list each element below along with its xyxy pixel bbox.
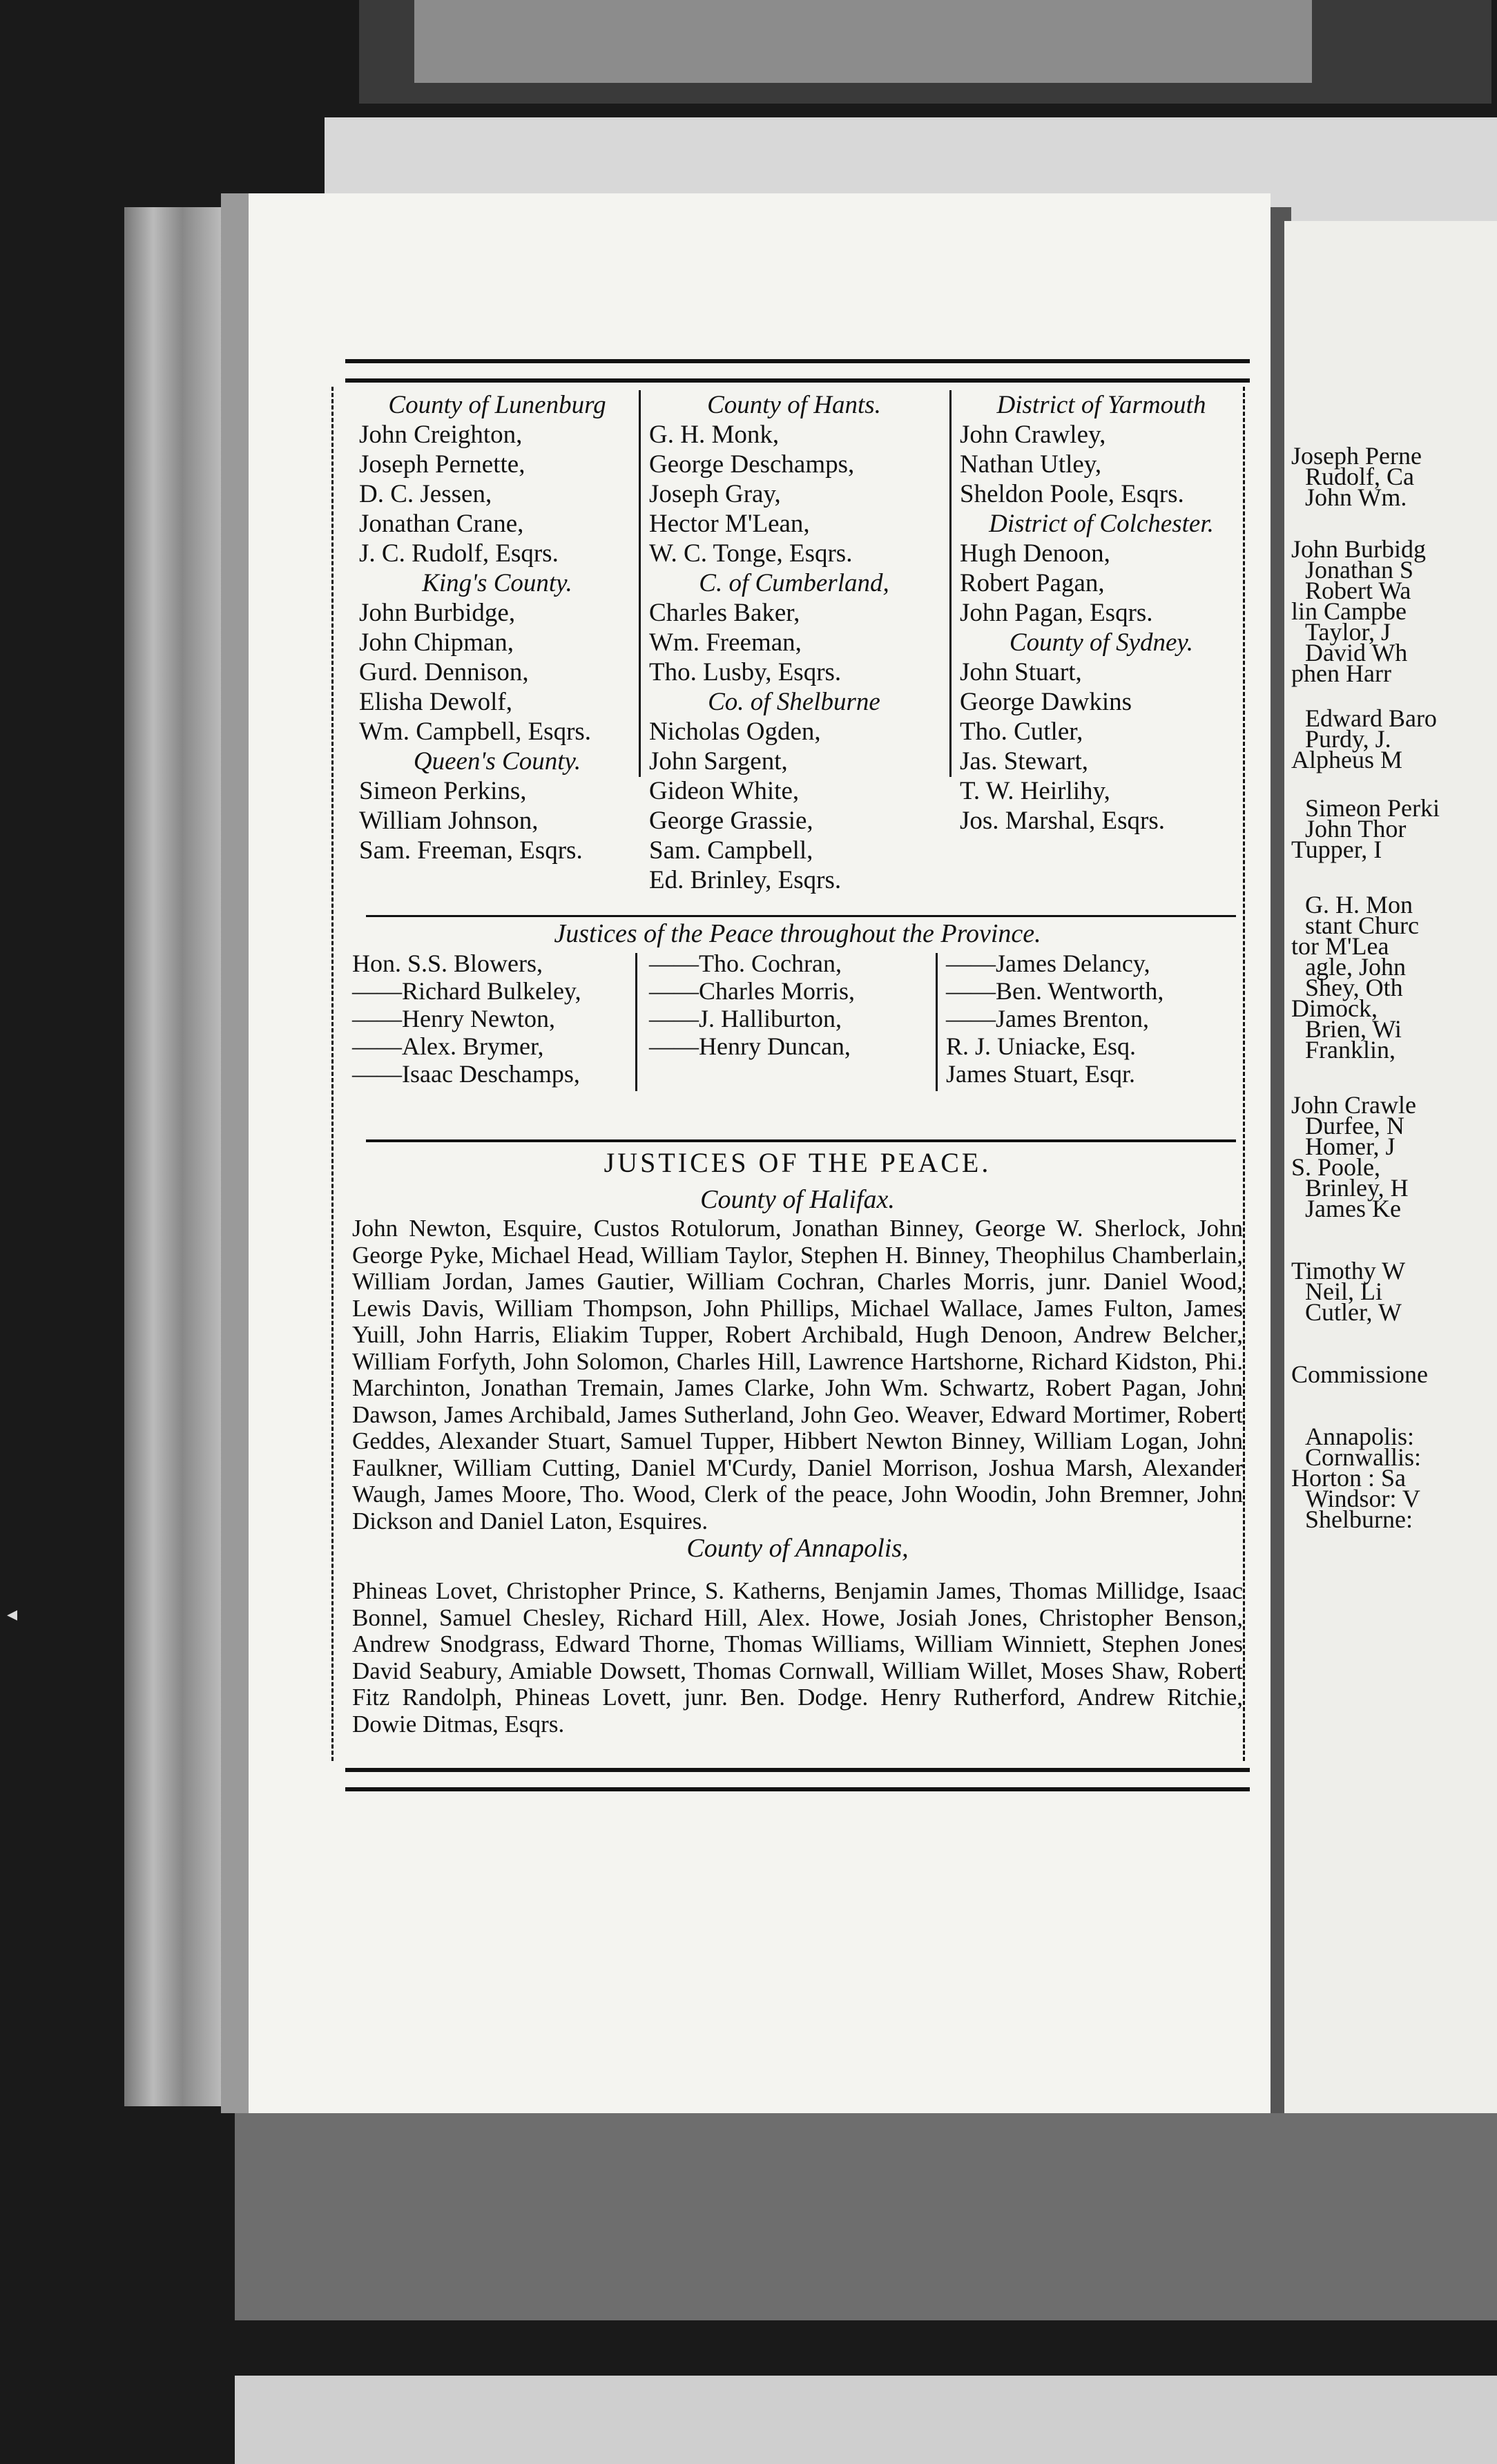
right-page-line: Simeon Perki: [1305, 794, 1440, 822]
right-page-line: Durfee, N: [1305, 1112, 1404, 1139]
right-page-line: lin Campbe: [1291, 597, 1407, 625]
bottom-ornament-border: [345, 1768, 1250, 1791]
name-entry: D. C. Jessen,: [359, 480, 492, 508]
right-page-line: G. H. Mon: [1305, 891, 1413, 918]
right-page-line: Shey, Oth: [1305, 974, 1403, 1001]
name-entry: G. H. Monk,: [649, 421, 780, 449]
next-frame: [235, 2376, 1497, 2464]
name-entry: Hector M'Lean,: [649, 510, 810, 538]
name-entry: Jas. Stewart,: [960, 747, 1088, 776]
name-entry: John Chipman,: [359, 628, 514, 657]
heading-shelburne: Co. of Shelburne: [708, 688, 880, 716]
heading-kings-county: King's County.: [422, 569, 572, 597]
province-justices-col1: [352, 950, 581, 1088]
kings-county-list: [359, 598, 635, 747]
right-page-line: tor M'Lea: [1291, 932, 1389, 960]
name-entry: Jonathan Crane,: [359, 510, 524, 538]
colchester-list: [960, 539, 1243, 628]
right-page-line: Jonathan S: [1305, 556, 1413, 584]
name-entry: Sheldon Poole, Esqrs.: [960, 480, 1184, 508]
name-entry: Joseph Pernette,: [359, 450, 525, 479]
province-justices-col2: [649, 950, 855, 1060]
name-entry: Hon. S.S. Blowers,: [352, 950, 543, 977]
name-entry: ——Tho. Cochran,: [649, 950, 842, 977]
right-page-line: John Thor: [1305, 815, 1407, 843]
name-entry: James Stuart, Esqr.: [946, 1060, 1135, 1088]
sydney-list: [960, 657, 1243, 836]
right-page-line: Cornwallis:: [1305, 1443, 1421, 1471]
name-entry: Tho. Cutler,: [960, 718, 1083, 746]
heading-halifax: County of Halifax.: [700, 1185, 895, 1214]
name-entry: Hugh Denoon,: [960, 539, 1110, 568]
hants-column: [649, 390, 939, 895]
name-entry: Joseph Gray,: [649, 480, 781, 508]
heading-sydney: County of Sydney.: [1009, 628, 1194, 657]
shelburne-list: [649, 717, 939, 895]
right-page-line: Brinley, H: [1305, 1174, 1409, 1202]
hants-list: [649, 420, 939, 568]
name-entry: Robert Pagan,: [960, 569, 1105, 597]
page-edges: [124, 207, 221, 2106]
right-page-line: David Wh: [1305, 639, 1408, 666]
right-page-line: phen Harr: [1291, 660, 1391, 687]
right-page-line: Annapolis:: [1305, 1423, 1414, 1450]
column-divider: [639, 390, 641, 777]
name-entry: R. J. Uniacke, Esq.: [946, 1032, 1136, 1060]
name-entry: George Grassie,: [649, 807, 813, 835]
name-entry: ——Ben. Wentworth,: [946, 977, 1164, 1005]
name-entry: T. W. Heirlihy,: [960, 777, 1110, 805]
cumberland-list: [649, 598, 939, 687]
name-entry: Gurd. Dennison,: [359, 658, 529, 686]
heading-cumberland: C. of Cumberland,: [699, 569, 889, 597]
name-entry: William Johnson,: [359, 807, 539, 835]
queens-county-list: [359, 776, 635, 865]
name-entry: John Sargent,: [649, 747, 788, 776]
section-rule: [366, 1139, 1236, 1142]
name-entry: ——Charles Morris,: [649, 977, 855, 1005]
right-page-line: Brien, Wi: [1305, 1015, 1402, 1043]
previous-frame: [414, 0, 1312, 83]
justices-title: JUSTICES OF THE PEACE.: [603, 1147, 992, 1178]
film-mark: ◂: [7, 1603, 18, 1626]
name-entry: John Stuart,: [960, 658, 1082, 686]
column-divider: [949, 390, 952, 777]
name-entry: Elisha Dewolf,: [359, 688, 512, 716]
name-entry: Jos. Marshal, Esqrs.: [960, 807, 1166, 835]
heading-queens-county: Queen's County.: [413, 747, 581, 776]
right-page-line: John Burbidg: [1291, 535, 1427, 563]
right-page-line: John Wm.: [1305, 483, 1407, 511]
section-rule: [366, 915, 1236, 917]
name-entry: John Crawley,: [960, 421, 1106, 449]
right-page-line: Robert Wa: [1305, 577, 1411, 604]
right-page-line: John Crawle: [1291, 1091, 1416, 1119]
right-page-line: Cutler, W: [1305, 1298, 1402, 1326]
right-page: [1284, 221, 1497, 2113]
right-page-line: Joseph Perne: [1291, 442, 1422, 470]
right-page-line: Franklin,: [1305, 1036, 1395, 1063]
heading-yarmouth: District of Yarmouth: [996, 391, 1206, 419]
right-page-line: agle, John: [1305, 953, 1406, 981]
right-page-line: stant Churc: [1305, 912, 1419, 939]
name-entry: ——Alex. Brymer,: [352, 1032, 544, 1060]
heading-lunenburg: County of Lunenburg: [388, 391, 606, 419]
yarmouth-list: [960, 420, 1243, 509]
name-entry: W. C. Tonge, Esqrs.: [649, 539, 853, 568]
top-ornament-border: [345, 359, 1250, 383]
heading-hants: County of Hants.: [707, 391, 881, 419]
name-entry: George Deschamps,: [649, 450, 855, 479]
right-page-line: Windsor: V: [1305, 1485, 1420, 1512]
right-page-line: S. Poole,: [1291, 1153, 1381, 1181]
right-page-line: Horton : Sa: [1291, 1464, 1406, 1492]
right-page-line: Neil, Li: [1305, 1278, 1382, 1305]
name-entry: John Pagan, Esqrs.: [960, 599, 1153, 627]
lunenburg-list: [359, 420, 635, 568]
name-entry: Tho. Lusby, Esqrs.: [649, 658, 842, 686]
lunenburg-column: [359, 390, 635, 865]
name-entry: Wm. Freeman,: [649, 628, 802, 657]
right-page-line: Rudolf, Ca: [1305, 463, 1414, 490]
name-entry: ——Henry Newton,: [352, 1005, 555, 1032]
name-entry: Gideon White,: [649, 777, 800, 805]
name-entry: Ed. Brinley, Esqrs.: [649, 866, 842, 894]
halifax-justices-text: John Newton, Esquire, Custos Rotulorum, Jonathan Binney, George W. Sherlock, John George Pyke, Michael Head, William Taylor, Stephen H. Binney, Theophilus Chamberlain, William Jordan, James Gautier, William Cochran, Charles Morris, junr. Daniel Wood, Lewis Davis, William Thompson, John Phillips, Michael Wallace, James Fulton, James Yuill, John Harris, Eliakim Tupper, Robert Archibald, Hugh Denoon, Andrew Belcher, William Forfyth, John Solomon, Charles Hill, Lawrence Hartshorne, Richard Kidston, Phi. Marchinton, Jonathan Tremain, James Clarke, John Wm. Schwartz, Robert Pagan, John Dawson, James Archibald, James Sutherland, John Geo. Weaver, Edward Mortimer, Robert Geddes, Alexander Stuart, Samuel Tupper, Hibbert Newton Binney, William Logan, John Faulkner, William Cutting, Daniel M'Curdy, Daniel Morrison, Joshua Marsh, Alexander Waugh, James Moore, Tho. Wood, Clerk of the peace, John Woodin, John Bremner, John Dickson and Daniel Laton, Esquires.: [352, 1215, 1243, 1534]
right-page-line: James Ke: [1305, 1195, 1401, 1222]
right-page-line: Purdy, J.: [1305, 725, 1391, 753]
right-page-line: Dimock,: [1291, 994, 1378, 1022]
left-ornament-border: [331, 387, 345, 1761]
name-entry: ——J. Halliburton,: [649, 1005, 842, 1032]
name-entry: Sam. Freeman, Esqrs.: [359, 836, 583, 865]
right-page-line: Tupper, I: [1291, 836, 1382, 863]
name-entry: ——Isaac Deschamps,: [352, 1060, 580, 1088]
right-page-line: Edward Baro: [1305, 704, 1437, 732]
right-page-line: Shelburne:: [1305, 1505, 1413, 1533]
name-entry: Wm. Campbell, Esqrs.: [359, 718, 592, 746]
name-entry: George Dawkins: [960, 688, 1132, 716]
name-entry: ——James Brenton,: [946, 1005, 1149, 1032]
right-page-line: Commissione: [1291, 1360, 1429, 1388]
yarmouth-column: [960, 390, 1243, 836]
heading-colchester: District of Colchester.: [989, 510, 1214, 538]
column-divider: [635, 953, 637, 1091]
name-entry: Charles Baker,: [649, 599, 800, 627]
page-content: [345, 359, 1250, 1796]
film-strip-bottom: [235, 2113, 1497, 2320]
right-page-line: Homer, J: [1305, 1133, 1395, 1160]
name-entry: John Burbidge,: [359, 599, 516, 627]
name-entry: Sam. Campbell,: [649, 836, 813, 865]
name-entry: Nathan Utley,: [960, 450, 1102, 479]
province-justices-title: Justices of the Peace throughout the Province.: [554, 919, 1041, 948]
name-entry: Simeon Perkins,: [359, 777, 527, 805]
name-entry: ——James Delancy,: [946, 950, 1150, 977]
province-justices-col3: [946, 950, 1163, 1088]
name-entry: Nicholas Ogden,: [649, 718, 821, 746]
right-page-line: Alpheus M: [1291, 746, 1402, 773]
column-divider: [936, 953, 938, 1091]
name-entry: John Creighton,: [359, 421, 523, 449]
right-page-line: Taylor, J: [1305, 618, 1391, 646]
name-entry: ——Richard Bulkeley,: [352, 977, 581, 1005]
right-page-line: Timothy W: [1291, 1257, 1406, 1284]
heading-annapolis: County of Annapolis,: [686, 1534, 909, 1563]
name-entry: J. C. Rudolf, Esqrs.: [359, 539, 559, 568]
annapolis-justices-text: Phineas Lovet, Christopher Prince, S. Katherns, Benjamin James, Thomas Millidge, Isaac Bonnel, Samuel Chesley, Richard Hill, Alex. Howe, Josiah Jones, Christopher Benson, Andrew Snodgrass, Edward Thorne, Thomas Williams, William Winniett, Stephen Jones David Seabury, Amiable Dowsett, Thomas Cornwall, William Willet, Moses Shaw, Robert Fitz Randolph, Phineas Lovett, junr. Ben. Dodge. Henry Rutherford, Andrew Ritchie, Dowie Ditmas, Esqrs.: [352, 1577, 1243, 1738]
name-entry: ——Henry Duncan,: [649, 1032, 851, 1060]
